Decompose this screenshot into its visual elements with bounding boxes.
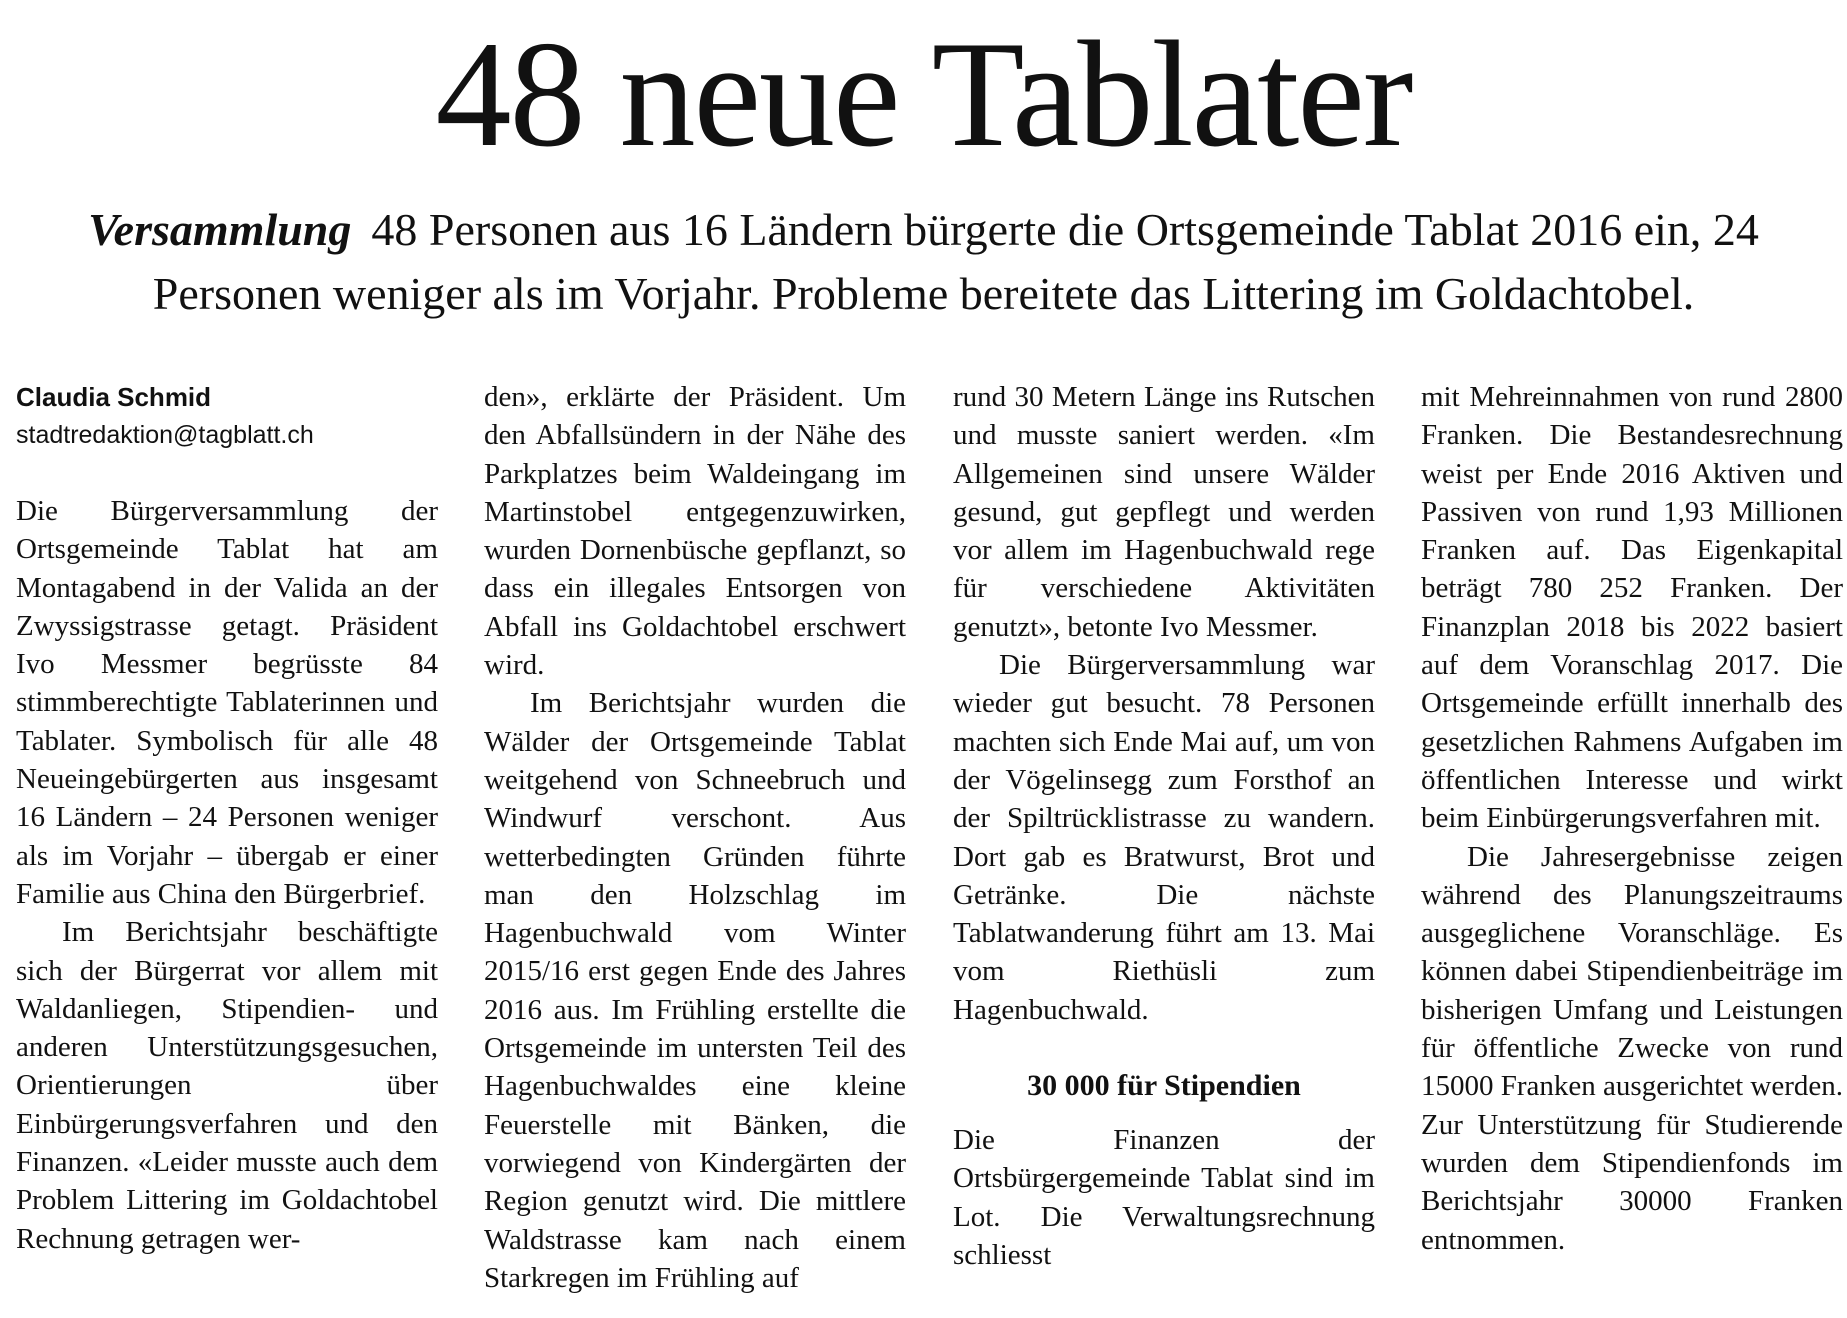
lead-text: 48 Personen aus 16 Ländern bürgerte die Ortsgemeinde Tablat 2016 ein, 24 Personen weniger als im Vorjahr. Probleme bereitete das Littering im Goldachtobel. <box>152 204 1759 319</box>
article-column-1 <box>16 378 438 1258</box>
lead-paragraph <box>40 198 1807 326</box>
lead-kicker: Versammlung <box>88 204 352 255</box>
paragraph: Die Bürgerversammlung war wieder gut besucht. 78 Personen machten sich Ende Mai auf, um von der Vögelinsegg zum Forsthof an der Spiltrücklistrasse zu wandern. Dort gab es Bratwurst, Brot und Getränke. Die nächste Tablatwanderung führt am 13. Mai vom Riethüsli zum Hagenbuchwald. <box>953 649 1375 1026</box>
paragraph: Die Finanzen der Ortsbürgergemeinde Tablat sind im Lot. Die Verwaltungsrechnung schliesst <box>953 1124 1375 1271</box>
paragraph: rund 30 Metern Länge ins Rutschen und musste saniert werden. «Im Allgemeinen sind unsere Wälder gesund, gut gepflegt und werden vor allem im Hagenbuchwald rege für verschiedene Aktivitäten genutzt», betonte Ivo Messmer. <box>953 381 1375 643</box>
paragraph: Die Bürgerversammlung der Ortsgemeinde Tablat hat am Montagabend in der Valida an der Zwyssigstrasse getagt. Präsident Ivo Messmer begrüsste 84 stimmberechtigte Tablaterinnen und Tablater. Symbolisch für alle 48 Neueingebürgerten aus insgesamt 16 Ländern – 24 Personen weniger als im Vorjahr – übergab er einer Familie aus China den Bürgerbrief. <box>16 495 438 910</box>
author-name: Claudia Schmid <box>16 382 212 412</box>
paragraph: den», erklärte der Präsident. Um den Abfallsündern in der Nähe des Parkplatzes beim Waldeingang im Martinstobel entgegenzuwirken, wurden Dornenbüsche gepflanzt, so dass ein illegales Entsorgen von Abfall ins Goldachtobel erschwert wird. <box>484 381 906 682</box>
paragraph: Die Jahresergebnisse zeigen während des Planungszeitraums ausgeglichene Voranschläge. Es können dabei Stipendienbeiträge im bisherigen Umfang und Leistungen für öffentliche Zwecke von rund 15000 Franken ausgerichtet werden. Zur Unterstützung für Studierende wurden dem Stipendienfonds im Berichtsjahr 30000 Franken entnommen. <box>1421 840 1843 1256</box>
author-email: stadtredaktion@tagblatt.ch <box>16 421 314 449</box>
paragraph: Im Berichtsjahr beschäftigte sich der Bürgerrat vor allem mit Waldanliegen, Stipendien- und anderen Unterstützungsgesuchen, Orientierungen über Einbürgerungsverfahren und den Finanzen. «Leider musste auch dem Problem Littering im Goldachtobel Rechnung getragen wer- <box>16 916 438 1255</box>
paragraph: Im Berichtsjahr wurden die Wälder der Ortsgemeinde Tablat weitgehend von Schneebruch und Windwurf verschont. Aus wetterbedingten Gründen führte man den Holzschlag im Hagenbuchwald vom Winter 2015/16 erst gegen Ende des Jahres 2016 aus. Im Frühling erstellte die Ortsgemeinde im untersten Teil des Hagenbuchwaldes eine kleine Feuerstelle mit Bänken, die vorwiegend von Kindergärten der Region genutzt wird. Die mittlere Waldstrasse kam nach einem Starkregen im Frühling auf <box>484 687 906 1294</box>
article-column-2 <box>484 378 906 1297</box>
subheading: 30 000 für Stipendien <box>1027 1069 1301 1103</box>
article-column-4 <box>1421 378 1843 1259</box>
article-column-3 <box>953 378 1375 1274</box>
paragraph: mit Mehreinnahmen von rund 2800 Franken. Die Bestandesrechnung weist per Ende 2016 Aktiven und Passiven von rund 1,93 Millionen Franken auf. Das Eigenkapital beträgt 780 252 Franken. Der Finanzplan 2018 bis 2022 basiert auf dem Voranschlag 2017. Die Ortsgemeinde erfüllt innerhalb des gesetzlichen Rahmens Aufgaben im öffentlichen Interesse und wirkt beim Einbürgerungsverfahren mit. <box>1421 381 1843 835</box>
headline: 48 neue Tablater <box>435 10 1412 178</box>
